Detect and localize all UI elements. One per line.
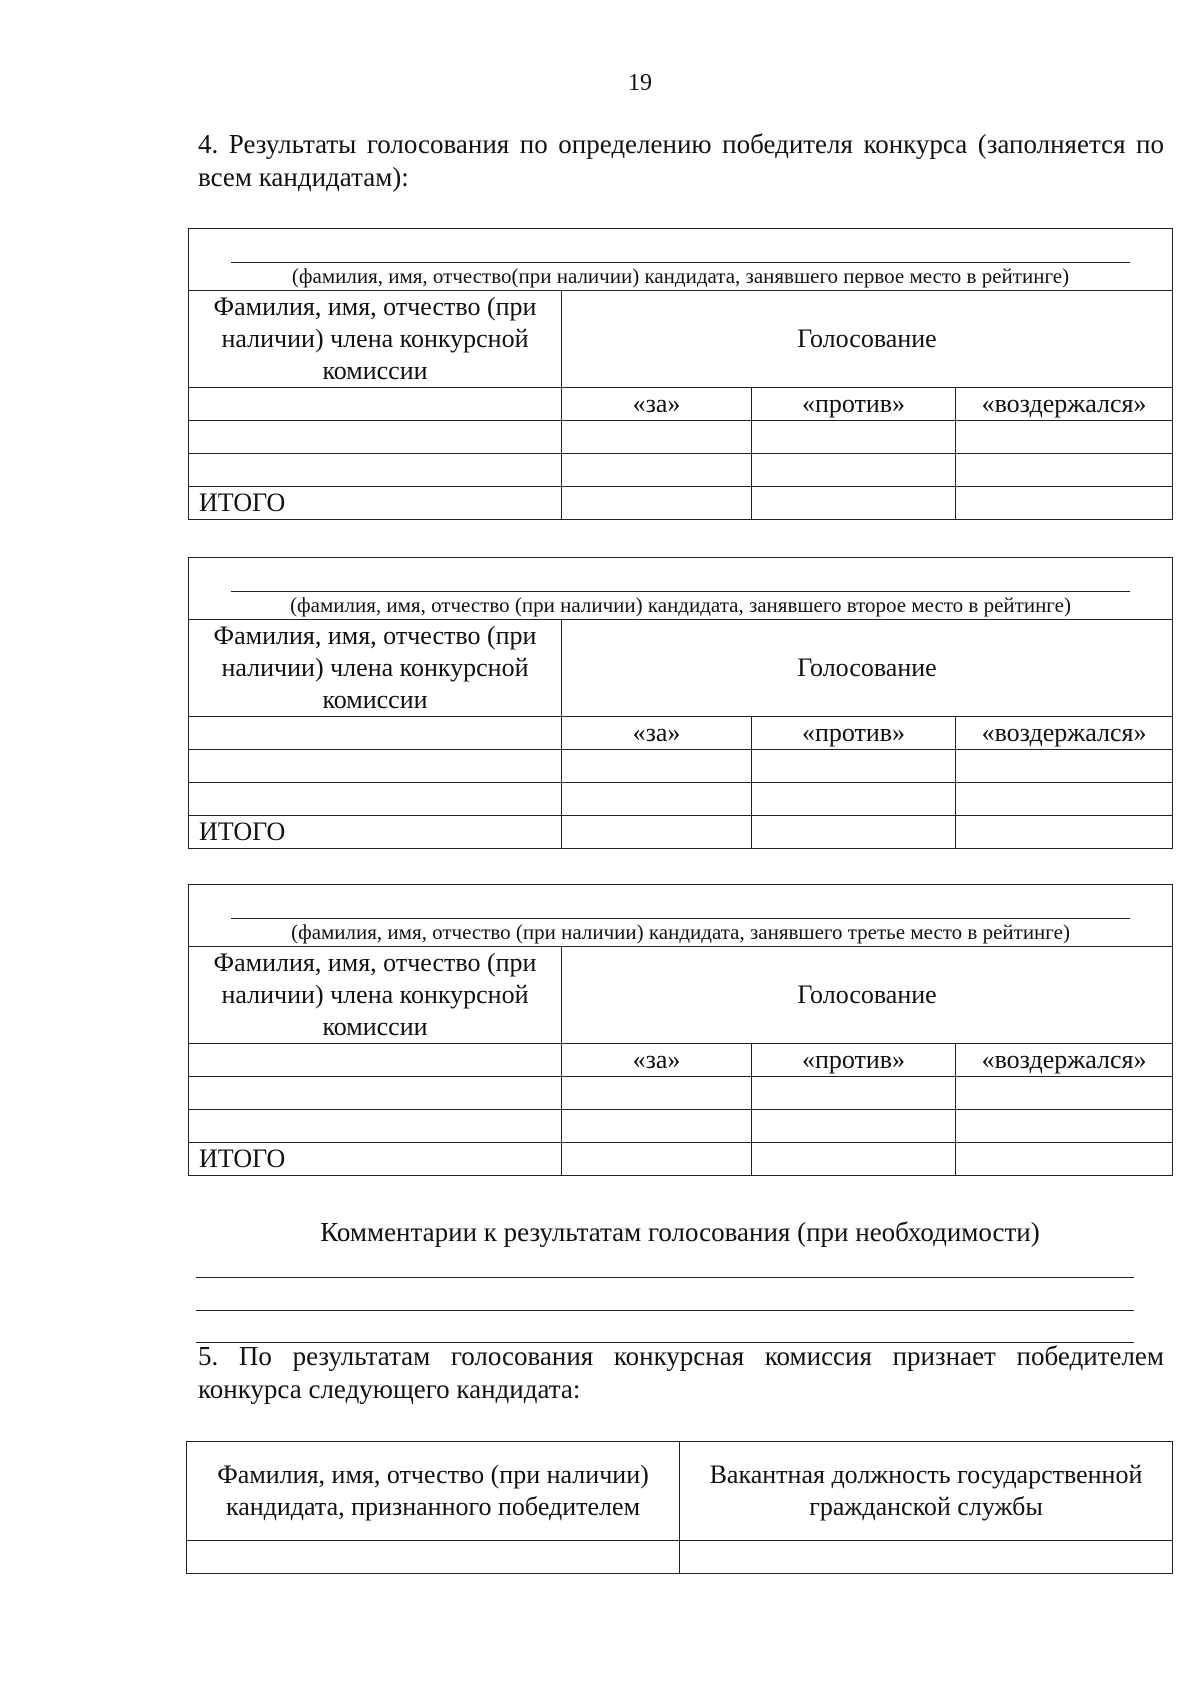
for-cell[interactable] bbox=[562, 750, 752, 783]
member-column-header: Фамилия, имя, отчество (при наличии) члена конкурсной комиссии bbox=[189, 620, 562, 717]
section-4-heading: 4. Результаты голосования по определению победителя конкурса (заполняется по всем кандидатам): bbox=[198, 129, 1164, 192]
total-label: ИТОГО bbox=[189, 1143, 562, 1176]
total-row bbox=[189, 1143, 1173, 1176]
abstained-cell[interactable] bbox=[956, 1077, 1173, 1110]
total-label: ИТОГО bbox=[189, 816, 562, 849]
abstained-cell[interactable] bbox=[956, 454, 1173, 487]
for-cell[interactable] bbox=[562, 454, 752, 487]
vacant-position-cell[interactable] bbox=[680, 1541, 1173, 1574]
against-column-header: «против» bbox=[752, 388, 956, 421]
member-cell[interactable] bbox=[189, 1110, 562, 1143]
for-cell[interactable] bbox=[562, 1077, 752, 1110]
table-row bbox=[189, 750, 1173, 783]
total-against-cell[interactable] bbox=[752, 816, 956, 849]
comments-title: Комментарии к результатам голосования (при необходимости) bbox=[320, 1217, 1040, 1247]
table-row bbox=[189, 454, 1173, 487]
winner-table bbox=[186, 1441, 1173, 1574]
page-number: 19 bbox=[628, 70, 652, 96]
total-abstained-cell[interactable] bbox=[956, 816, 1173, 849]
vacant-position-header: Вакантная должность государственной гражданской службы bbox=[680, 1442, 1173, 1541]
total-against-cell[interactable] bbox=[752, 487, 956, 520]
table-row bbox=[189, 1077, 1173, 1110]
total-for-cell[interactable] bbox=[562, 816, 752, 849]
against-cell[interactable] bbox=[752, 783, 956, 816]
abstained-cell[interactable] bbox=[956, 1110, 1173, 1143]
for-cell[interactable] bbox=[562, 1110, 752, 1143]
for-cell[interactable] bbox=[562, 783, 752, 816]
abstained-cell[interactable] bbox=[956, 783, 1173, 816]
member-cell[interactable] bbox=[189, 454, 562, 487]
comment-line[interactable] bbox=[196, 1277, 1134, 1278]
candidate-name-cell[interactable] bbox=[189, 558, 1173, 620]
winner-name-header: Фамилия, имя, отчество (при наличии) кандидата, признанного победителем bbox=[187, 1442, 680, 1541]
member-column-header: Фамилия, имя, отчество (при наличии) члена конкурсной комиссии bbox=[189, 291, 562, 388]
total-for-cell[interactable] bbox=[562, 487, 752, 520]
table-row bbox=[187, 1541, 1173, 1574]
comment-line[interactable] bbox=[196, 1310, 1134, 1311]
abstained-column-header: «воздержался» bbox=[956, 1044, 1173, 1077]
member-cell[interactable] bbox=[189, 717, 562, 750]
for-column-header: «за» bbox=[562, 1044, 752, 1077]
member-cell[interactable] bbox=[189, 421, 562, 454]
candidate-name-cell[interactable] bbox=[189, 885, 1173, 947]
member-cell[interactable] bbox=[189, 750, 562, 783]
total-row bbox=[189, 816, 1173, 849]
voting-column-header: Голосование bbox=[562, 620, 1173, 717]
candidate-caption: (фамилия, имя, отчество (при наличии) кандидата, занявшего третье место в рейтинге) bbox=[231, 918, 1130, 945]
abstained-cell[interactable] bbox=[956, 750, 1173, 783]
for-cell[interactable] bbox=[562, 421, 752, 454]
total-against-cell[interactable] bbox=[752, 1143, 956, 1176]
vote-table-second-place bbox=[188, 557, 1173, 849]
voting-column-header: Голосование bbox=[562, 291, 1173, 388]
table-row bbox=[189, 1110, 1173, 1143]
table-row bbox=[189, 783, 1173, 816]
member-cell[interactable] bbox=[189, 783, 562, 816]
member-cell[interactable] bbox=[189, 388, 562, 421]
total-for-cell[interactable] bbox=[562, 1143, 752, 1176]
candidate-name-cell[interactable] bbox=[189, 229, 1173, 291]
against-column-header: «против» bbox=[752, 1044, 956, 1077]
against-cell[interactable] bbox=[752, 1077, 956, 1110]
against-cell[interactable] bbox=[752, 750, 956, 783]
candidate-caption: (фамилия, имя, отчество (при наличии) кандидата, занявшего второе место в рейтинге) bbox=[231, 591, 1130, 618]
voting-column-header: Голосование bbox=[562, 947, 1173, 1044]
candidate-caption: (фамилия, имя, отчество(при наличии) кандидата, занявшего первое место в рейтинге) bbox=[231, 262, 1130, 289]
for-column-header: «за» bbox=[562, 717, 752, 750]
member-cell[interactable] bbox=[189, 1077, 562, 1110]
against-cell[interactable] bbox=[752, 454, 956, 487]
member-cell[interactable] bbox=[189, 1044, 562, 1077]
against-cell[interactable] bbox=[752, 1110, 956, 1143]
section-5-heading: 5. По результатам голосования конкурсная комиссия признает победителем конкурса следующего кандидата: bbox=[198, 1341, 1164, 1404]
for-column-header: «за» bbox=[562, 388, 752, 421]
winner-name-cell[interactable] bbox=[187, 1541, 680, 1574]
total-abstained-cell[interactable] bbox=[956, 487, 1173, 520]
total-row bbox=[189, 487, 1173, 520]
table-row bbox=[189, 421, 1173, 454]
abstained-column-header: «воздержался» bbox=[956, 717, 1173, 750]
total-abstained-cell[interactable] bbox=[956, 1143, 1173, 1176]
abstained-cell[interactable] bbox=[956, 421, 1173, 454]
vote-table-third-place bbox=[188, 884, 1173, 1176]
member-column-header: Фамилия, имя, отчество (при наличии) члена конкурсной комиссии bbox=[189, 947, 562, 1044]
against-cell[interactable] bbox=[752, 421, 956, 454]
abstained-column-header: «воздержался» bbox=[956, 388, 1173, 421]
vote-table-first-place bbox=[188, 228, 1173, 520]
total-label: ИТОГО bbox=[189, 487, 562, 520]
against-column-header: «против» bbox=[752, 717, 956, 750]
